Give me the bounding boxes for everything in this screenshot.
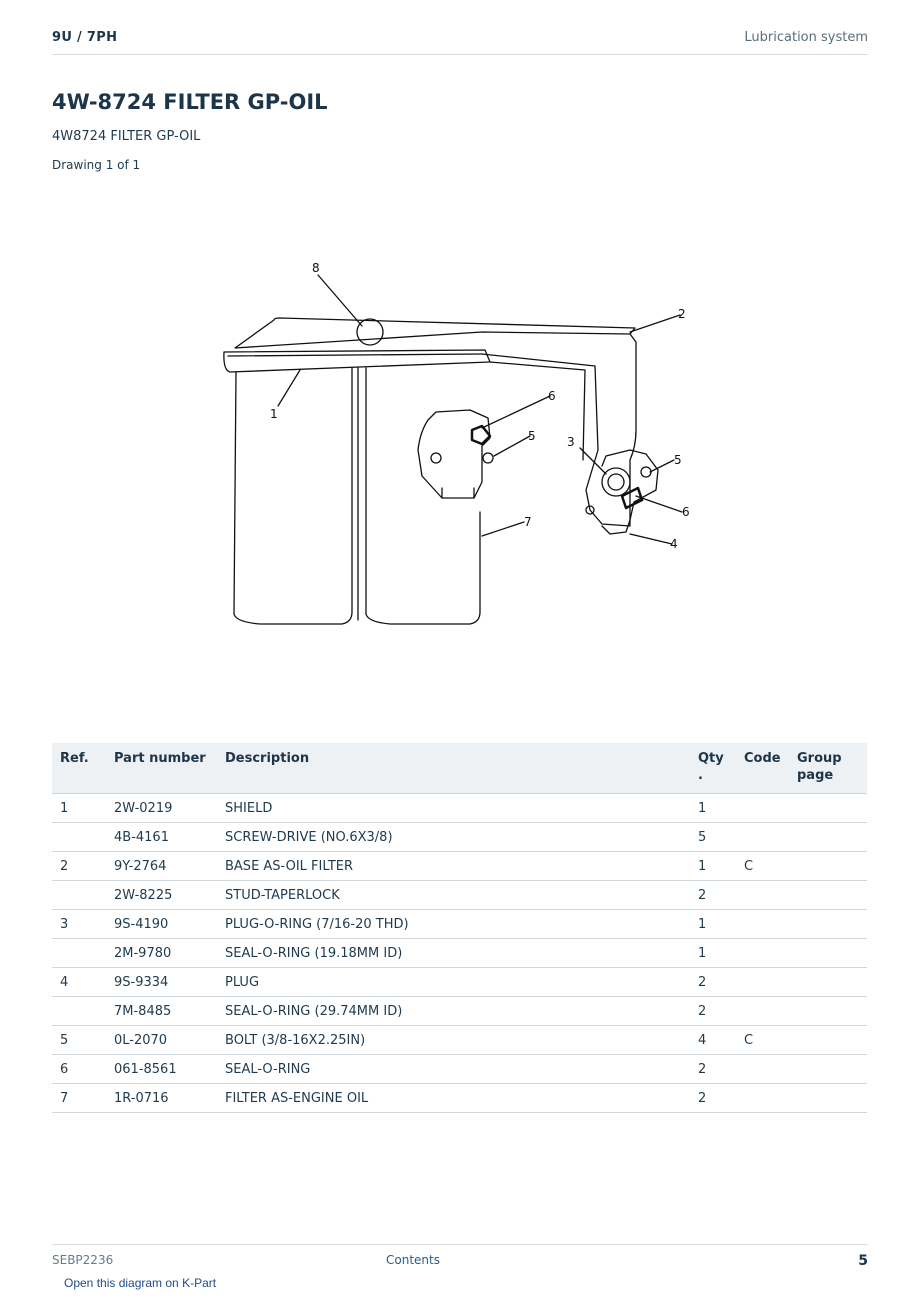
callout-6-right: 6 [682, 505, 690, 519]
parts-table [52, 743, 867, 1113]
row-qty: 2 [690, 1084, 736, 1113]
callout-1: 1 [270, 407, 278, 421]
row-description: BASE AS-OIL FILTER [217, 852, 690, 881]
table-row [52, 997, 867, 1026]
col-group-page: Group page [789, 743, 867, 794]
row-group-page [789, 852, 867, 881]
row-group-page [789, 823, 867, 852]
col-part-number: Part number [106, 743, 217, 794]
row-code [736, 1084, 789, 1113]
row-ref: 2 [52, 852, 106, 881]
table-row [52, 852, 867, 881]
row-ref: 7 [52, 1084, 106, 1113]
callout-3: 3 [567, 435, 575, 449]
row-part-number: 1R-0716 [106, 1084, 217, 1113]
row-group-page [789, 1055, 867, 1084]
page-subtitle: 4W8724 FILTER GP-OIL [52, 129, 201, 144]
row-qty: 5 [690, 823, 736, 852]
row-ref [52, 881, 106, 910]
row-part-number: 7M-8485 [106, 997, 217, 1026]
row-code [736, 997, 789, 1026]
row-qty: 1 [690, 939, 736, 968]
table-header-row [52, 743, 867, 794]
parts-diagram [190, 250, 730, 650]
row-group-page [789, 794, 867, 823]
callout-5-right: 5 [674, 453, 682, 467]
row-qty: 2 [690, 1055, 736, 1084]
row-ref: 4 [52, 968, 106, 997]
row-ref: 6 [52, 1055, 106, 1084]
row-description: PLUG [217, 968, 690, 997]
row-part-number: 9Y-2764 [106, 852, 217, 881]
row-description: PLUG-O-RING (7/16-20 THD) [217, 910, 690, 939]
row-qty: 1 [690, 910, 736, 939]
table-row [52, 1084, 867, 1113]
row-description: FILTER AS-ENGINE OIL [217, 1084, 690, 1113]
callout-8: 8 [312, 261, 320, 275]
row-part-number: 4B-4161 [106, 823, 217, 852]
table-row [52, 794, 867, 823]
page-footer [52, 1244, 868, 1269]
row-ref: 1 [52, 794, 106, 823]
row-ref: 5 [52, 1026, 106, 1055]
col-description: Description [217, 743, 690, 794]
row-part-number: 2W-0219 [106, 794, 217, 823]
row-description: SCREW-DRIVE (NO.6X3/8) [217, 823, 690, 852]
row-code [736, 823, 789, 852]
row-group-page [789, 1026, 867, 1055]
row-part-number: 9S-4190 [106, 910, 217, 939]
row-group-page [789, 881, 867, 910]
row-part-number: 9S-9334 [106, 968, 217, 997]
row-description: SEAL-O-RING (19.18MM ID) [217, 939, 690, 968]
callout-2: 2 [678, 307, 686, 321]
page-header [52, 28, 868, 55]
row-qty: 1 [690, 794, 736, 823]
row-qty: 2 [690, 968, 736, 997]
row-part-number: 061-8561 [106, 1055, 217, 1084]
row-part-number: 2W-8225 [106, 881, 217, 910]
table-row [52, 910, 867, 939]
col-ref: Ref. [52, 743, 106, 794]
row-description: STUD-TAPERLOCK [217, 881, 690, 910]
row-group-page [789, 968, 867, 997]
callout-6: 6 [548, 389, 556, 403]
row-ref [52, 823, 106, 852]
col-code: Code [736, 743, 789, 794]
row-description: SHIELD [217, 794, 690, 823]
callout-7: 7 [524, 515, 532, 529]
row-description: BOLT (3/8-16X2.25IN) [217, 1026, 690, 1055]
row-description: SEAL-O-RING [217, 1055, 690, 1084]
oil-filter-drawing [190, 250, 730, 650]
table-row [52, 1055, 867, 1084]
row-ref [52, 997, 106, 1026]
row-code: C [736, 1026, 789, 1055]
row-group-page [789, 910, 867, 939]
row-qty: 4 [690, 1026, 736, 1055]
page-title: 4W-8724 FILTER GP-OIL [52, 90, 328, 114]
row-part-number: 2M-9780 [106, 939, 217, 968]
row-ref [52, 939, 106, 968]
row-description: SEAL-O-RING (29.74MM ID) [217, 997, 690, 1026]
row-code [736, 881, 789, 910]
table-row [52, 1026, 867, 1055]
table-row [52, 939, 867, 968]
model-breadcrumb: 9U / 7PH [52, 30, 118, 45]
drawing-count: Drawing 1 of 1 [52, 158, 141, 172]
callout-5: 5 [528, 429, 536, 443]
page-number: 5 [858, 1253, 868, 1269]
row-code: C [736, 852, 789, 881]
row-group-page [789, 997, 867, 1026]
contents-link[interactable]: Contents [386, 1253, 440, 1267]
table-row [52, 968, 867, 997]
callout-4: 4 [670, 537, 678, 551]
row-code [736, 939, 789, 968]
col-qty: Qty . [690, 743, 736, 794]
row-part-number: 0L-2070 [106, 1026, 217, 1055]
table-row [52, 881, 867, 910]
section-name: Lubrication system [744, 30, 868, 45]
row-qty: 1 [690, 852, 736, 881]
row-code [736, 1055, 789, 1084]
row-code [736, 794, 789, 823]
row-qty: 2 [690, 881, 736, 910]
row-qty: 2 [690, 997, 736, 1026]
document-id: SEBP2236 [52, 1253, 114, 1267]
row-group-page [789, 939, 867, 968]
table-row [52, 823, 867, 852]
row-code [736, 968, 789, 997]
row-code [736, 910, 789, 939]
row-group-page [789, 1084, 867, 1113]
open-on-kpart-link[interactable]: Open this diagram on K-Part [64, 1276, 217, 1290]
row-ref: 3 [52, 910, 106, 939]
